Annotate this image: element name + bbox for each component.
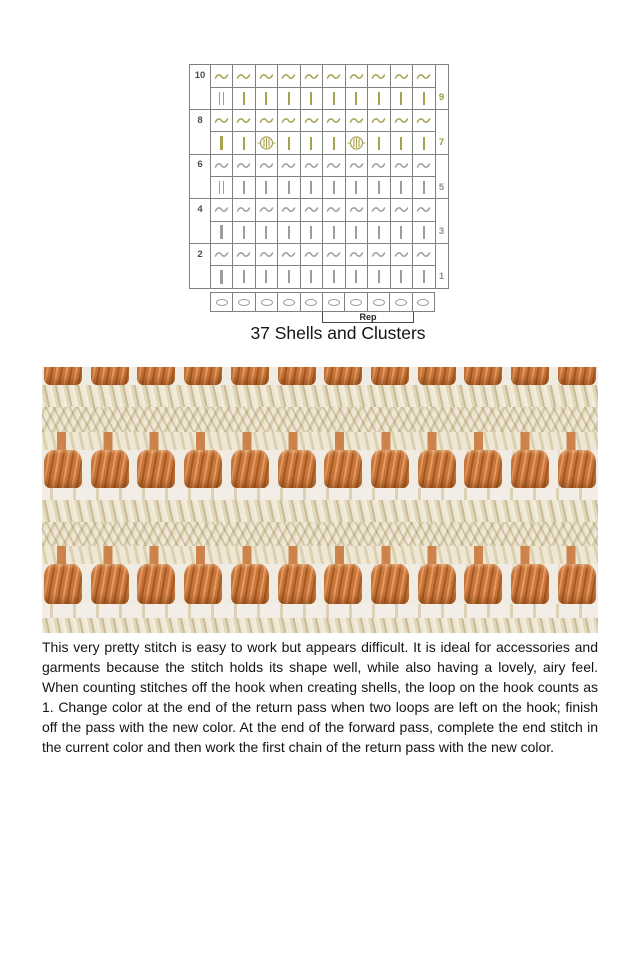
simple-stitch-symbol [310, 92, 312, 105]
chain-symbol [416, 250, 431, 259]
cluster-blob [371, 367, 409, 385]
chain-symbol [349, 161, 364, 170]
stitch-cell [255, 87, 278, 109]
stitch-cell [345, 266, 368, 288]
cluster-blob [137, 564, 175, 604]
simple-stitch-symbol [333, 181, 335, 194]
cluster-blob [44, 367, 82, 385]
chain-oval-symbol [261, 299, 273, 306]
stitch-cell [278, 266, 301, 288]
stitch-cell [210, 243, 233, 265]
stitch-cell [210, 154, 233, 176]
cluster-blob [231, 564, 269, 604]
chain-oval-symbol [417, 299, 429, 306]
photo-band-cream-zigzag [42, 522, 598, 546]
cluster-blob [91, 564, 129, 604]
chain-symbol [259, 205, 274, 214]
stitch-cell [210, 132, 233, 154]
stitch-cell [345, 199, 368, 221]
stitch-cell [345, 132, 368, 154]
photo-band-orange-top [42, 367, 598, 385]
stitch-cell [300, 87, 323, 109]
stitch-cell [255, 65, 278, 87]
stitch-cell [345, 221, 368, 243]
chain-oval-symbol [373, 299, 385, 306]
stitch-cell [210, 199, 233, 221]
simple-stitch-symbol [378, 226, 380, 239]
stitch-cell [390, 110, 413, 132]
edge-bar [223, 92, 225, 105]
stitch-cell [390, 221, 413, 243]
body-text: This very pretty stitch is easy to work but appears difficult. It is ideal for accessories and garments because the stitch holds its shape well, while also having a lovely, airy feel. When counting stitches off the hook when creating shells, the loop on the hook counts as 1. Change color at the end of the return pass when two loops are left on the hook; finish off the pass with the new color. At the end of the forward pass, complete the end stitch in the current color and then work the first chain of the return pass with the new color. [42, 639, 598, 755]
stitch-cell [390, 154, 413, 176]
chain-oval-symbol [328, 299, 340, 306]
cluster-blob [418, 450, 456, 488]
foundation-chain-cell [211, 293, 233, 311]
simple-stitch-symbol [400, 92, 402, 105]
cluster-blob [558, 564, 596, 604]
chain-oval-symbol [305, 299, 317, 306]
foundation-chain-cell [233, 293, 255, 311]
simple-stitch-symbol [288, 137, 290, 150]
chain-symbol [394, 205, 409, 214]
simple-stitch-symbol [243, 92, 245, 105]
chain-symbol [259, 250, 274, 259]
stitch-cell [233, 132, 256, 154]
chain-symbol [326, 161, 341, 170]
edge-stitch-thick-symbol [220, 136, 224, 150]
chain-symbol [214, 161, 229, 170]
stitch-cell [368, 154, 391, 176]
chain-symbol [349, 205, 364, 214]
stitch-cell [233, 87, 256, 109]
stitch-cell [210, 87, 233, 109]
photo-band-cream-braid [42, 500, 598, 522]
cluster-blob [418, 367, 456, 385]
row-number: 2 [197, 248, 203, 260]
stitch-cell [368, 177, 391, 199]
stitch-cell [210, 177, 233, 199]
stitch-cell [390, 243, 413, 265]
chain-symbol [326, 250, 341, 259]
cluster-blob [231, 450, 269, 488]
swatch-photo [42, 367, 598, 633]
simple-stitch-symbol [310, 226, 312, 239]
cluster-blob [184, 564, 222, 604]
foundation-chain-cell [368, 293, 390, 311]
stitch-cell [278, 87, 301, 109]
stitch-cell [300, 132, 323, 154]
chain-symbol [214, 250, 229, 259]
stitch-cell [390, 65, 413, 87]
stitch-cell [413, 221, 436, 243]
chain-symbol [394, 161, 409, 170]
stitch-cell [413, 132, 436, 154]
cluster-blob [371, 450, 409, 488]
chain-symbol [259, 72, 274, 81]
stitch-cell [323, 177, 346, 199]
stitch-cell [345, 243, 368, 265]
simple-stitch-symbol [243, 181, 245, 194]
stitch-cell [255, 177, 278, 199]
foundation-chain-row [210, 292, 435, 312]
stitch-cell [368, 65, 391, 87]
stitch-cell [323, 199, 346, 221]
cluster-blob [511, 450, 549, 488]
cluster-blob [511, 564, 549, 604]
simple-stitch-symbol [243, 226, 245, 239]
cluster-blob [558, 450, 596, 488]
stitch-cell [255, 199, 278, 221]
stitch-cell [300, 199, 323, 221]
chain-symbol [214, 72, 229, 81]
simple-stitch-symbol [265, 181, 267, 194]
row-number: 3 [438, 226, 445, 238]
cluster-blob [418, 564, 456, 604]
foundation-chain-cell [278, 293, 300, 311]
stitch-cell [323, 87, 346, 109]
simple-stitch-symbol [288, 270, 290, 283]
chain-oval-symbol [216, 299, 228, 306]
stitch-cell [390, 177, 413, 199]
chain-symbol [416, 161, 431, 170]
chain-symbol [371, 250, 386, 259]
simple-stitch-symbol [400, 137, 402, 150]
cluster-blob [464, 367, 502, 385]
simple-stitch-symbol [265, 92, 267, 105]
foundation-chain-cell [301, 293, 323, 311]
photo-band-gap [42, 604, 598, 618]
edge-stitch-double-symbol [219, 92, 225, 105]
stitch-cell [368, 243, 391, 265]
chain-symbol [371, 116, 386, 125]
simple-stitch-symbol [310, 270, 312, 283]
stitch-cell [255, 154, 278, 176]
stitch-cell [323, 243, 346, 265]
chain-symbol [371, 161, 386, 170]
stitch-cell [210, 221, 233, 243]
chain-symbol [259, 116, 274, 125]
foundation-chain-cell [390, 293, 412, 311]
stitch-cell [345, 177, 368, 199]
stitch-cell [278, 199, 301, 221]
simple-stitch-symbol [423, 181, 425, 194]
stitch-cell [233, 65, 256, 87]
stitch-cell [210, 266, 233, 288]
chain-symbol [236, 72, 251, 81]
stitch-cell [300, 177, 323, 199]
chain-oval-symbol [395, 299, 407, 306]
repeat-bracket [322, 312, 414, 323]
chain-symbol [371, 205, 386, 214]
cluster-symbol [257, 135, 276, 151]
simple-stitch-symbol [310, 181, 312, 194]
foundation-chain-cell [256, 293, 278, 311]
cluster-blob [231, 367, 269, 385]
cluster-symbol [347, 135, 366, 151]
simple-stitch-symbol [355, 226, 357, 239]
edge-bar [223, 181, 225, 194]
stitch-cell [233, 199, 256, 221]
stitch-cell [413, 243, 436, 265]
stitch-cell [278, 110, 301, 132]
chain-oval-symbol [283, 299, 295, 306]
simple-stitch-symbol [333, 92, 335, 105]
chain-symbol [236, 250, 251, 259]
row-number: 9 [438, 92, 445, 104]
stitch-cell [278, 221, 301, 243]
photo-band-cream-zigzag [42, 407, 598, 432]
stitch-cell [368, 221, 391, 243]
simple-stitch-symbol [310, 137, 312, 150]
stitch-cell [323, 266, 346, 288]
cluster-blob [44, 564, 82, 604]
stitch-cell [300, 221, 323, 243]
cluster-blob [324, 367, 362, 385]
edge-bar [219, 92, 221, 105]
stitch-cell [255, 110, 278, 132]
chain-symbol [304, 72, 319, 81]
pattern-title: 37 Shells and Clusters [250, 323, 426, 343]
stitch-cell [278, 243, 301, 265]
stitch-cell [323, 110, 346, 132]
simple-stitch-symbol [288, 92, 290, 105]
cluster-blob [464, 564, 502, 604]
cluster-blob [278, 450, 316, 488]
row-number: 6 [197, 159, 203, 171]
simple-stitch-symbol [400, 270, 402, 283]
chain-symbol [259, 161, 274, 170]
chain-oval-symbol [238, 299, 250, 306]
simple-stitch-symbol [378, 137, 380, 150]
stitch-cell [368, 110, 391, 132]
stitch-cell [300, 154, 323, 176]
cluster-blob [278, 564, 316, 604]
chain-symbol [304, 116, 319, 125]
chain-symbol [214, 116, 229, 125]
cluster-blob [184, 450, 222, 488]
simple-stitch-symbol [378, 270, 380, 283]
chain-symbol [416, 116, 431, 125]
simple-stitch-symbol [355, 181, 357, 194]
simple-stitch-symbol [243, 270, 245, 283]
stitch-cell [255, 221, 278, 243]
stitch-cell [413, 199, 436, 221]
stitch-chart-grid [189, 64, 449, 289]
simple-stitch-symbol [265, 270, 267, 283]
edge-stitch-thick-symbol [220, 225, 224, 239]
simple-stitch-symbol [333, 226, 335, 239]
cluster-blob [371, 564, 409, 604]
stitch-cell [300, 65, 323, 87]
photo-band-gap [42, 488, 598, 500]
stitch-cell [233, 221, 256, 243]
chain-symbol [326, 72, 341, 81]
stitch-cell [323, 221, 346, 243]
stitch-cell [233, 110, 256, 132]
row-number: 5 [438, 181, 445, 193]
cluster-blob [324, 450, 362, 488]
cluster-blob [511, 367, 549, 385]
stitch-cell [345, 87, 368, 109]
simple-stitch-symbol [288, 226, 290, 239]
cluster-blob [44, 450, 82, 488]
chain-symbol [281, 250, 296, 259]
stitch-cell [233, 177, 256, 199]
stitch-cell [368, 199, 391, 221]
edge-bar [219, 181, 221, 194]
simple-stitch-symbol [333, 270, 335, 283]
stitch-cell [210, 65, 233, 87]
stitch-cell [255, 266, 278, 288]
stitch-cell [390, 87, 413, 109]
cluster-blob [464, 450, 502, 488]
stitch-cell [345, 65, 368, 87]
row-number: 4 [197, 203, 203, 215]
simple-stitch-symbol [355, 92, 357, 105]
stitch-chart [189, 64, 451, 330]
cluster-blob [324, 564, 362, 604]
stitch-cell [233, 266, 256, 288]
cluster-blob [558, 367, 596, 385]
chain-symbol [236, 116, 251, 125]
chain-symbol [281, 161, 296, 170]
chain-symbol [326, 116, 341, 125]
repeat-label: Rep [359, 311, 377, 322]
stitch-cell [300, 266, 323, 288]
stitch-cell [413, 110, 436, 132]
stitch-cell [413, 154, 436, 176]
stitch-cell [323, 65, 346, 87]
row-number: 1 [438, 270, 445, 282]
chain-symbol [281, 72, 296, 81]
chain-symbol [326, 205, 341, 214]
chain-symbol [394, 72, 409, 81]
simple-stitch-symbol [423, 226, 425, 239]
simple-stitch-symbol [400, 181, 402, 194]
chain-symbol [394, 250, 409, 259]
chain-oval-symbol [350, 299, 362, 306]
stitch-cell [368, 87, 391, 109]
simple-stitch-symbol [378, 92, 380, 105]
cluster-blob [137, 367, 175, 385]
foundation-chain-cell [345, 293, 367, 311]
cluster-blob [91, 367, 129, 385]
cluster-blob [184, 367, 222, 385]
cluster-row [42, 367, 598, 385]
stitch-cell [255, 243, 278, 265]
simple-stitch-symbol [333, 137, 335, 150]
edge-stitch-double-symbol [219, 181, 225, 194]
edge-stitch-thick-symbol [220, 270, 224, 284]
simple-stitch-symbol [400, 226, 402, 239]
photo-band-orange [42, 564, 598, 604]
stitch-cell [390, 199, 413, 221]
stitch-cell [390, 266, 413, 288]
stitch-cell [300, 243, 323, 265]
chain-symbol [304, 250, 319, 259]
simple-stitch-symbol [423, 137, 425, 150]
chain-symbol [349, 116, 364, 125]
chain-symbol [371, 72, 386, 81]
stitch-cell [278, 65, 301, 87]
simple-stitch-symbol [423, 270, 425, 283]
simple-stitch-symbol [288, 181, 290, 194]
chain-symbol [394, 116, 409, 125]
photo-band-cream-braid [42, 618, 598, 633]
chain-symbol [214, 205, 229, 214]
simple-stitch-symbol [423, 92, 425, 105]
cluster-blob [278, 367, 316, 385]
chain-symbol [304, 161, 319, 170]
photo-band-transition [42, 432, 598, 450]
stitch-cell [300, 110, 323, 132]
photo-band-cream-braid [42, 385, 598, 407]
chain-symbol [349, 250, 364, 259]
stitch-cell [413, 177, 436, 199]
simple-stitch-symbol [265, 226, 267, 239]
stitch-cell [278, 177, 301, 199]
chain-symbol [416, 205, 431, 214]
chain-symbol [281, 116, 296, 125]
stitch-cell [345, 110, 368, 132]
stitch-cell [368, 132, 391, 154]
chain-symbol [304, 205, 319, 214]
cluster-blob [91, 450, 129, 488]
row-number: 7 [438, 137, 445, 149]
photo-band-transition [42, 546, 598, 564]
chain-symbol [236, 205, 251, 214]
chain-symbol [236, 161, 251, 170]
stitch-cell [278, 132, 301, 154]
photo-band-orange [42, 450, 598, 488]
foundation-chain-cell [413, 293, 434, 311]
stitch-cell [413, 87, 436, 109]
cluster-blob [137, 450, 175, 488]
foundation-chain-cell [323, 293, 345, 311]
chain-symbol [416, 72, 431, 81]
stitch-cell [255, 132, 278, 154]
row-number: 10 [194, 70, 206, 82]
simple-stitch-symbol [355, 270, 357, 283]
chain-symbol [281, 205, 296, 214]
simple-stitch-symbol [243, 137, 245, 150]
simple-stitch-symbol [378, 181, 380, 194]
stitch-cell [345, 154, 368, 176]
stitch-cell [323, 132, 346, 154]
row-number: 8 [197, 114, 203, 126]
stitch-cell [390, 132, 413, 154]
stitch-cell [413, 266, 436, 288]
chain-symbol [349, 72, 364, 81]
cluster-row [42, 450, 598, 488]
cluster-row [42, 564, 598, 604]
stitch-cell [413, 65, 436, 87]
stitch-cell [368, 266, 391, 288]
stitch-cell [233, 243, 256, 265]
stitch-cell [210, 110, 233, 132]
stitch-cell [278, 154, 301, 176]
stitch-cell [323, 154, 346, 176]
stitch-cell [233, 154, 256, 176]
